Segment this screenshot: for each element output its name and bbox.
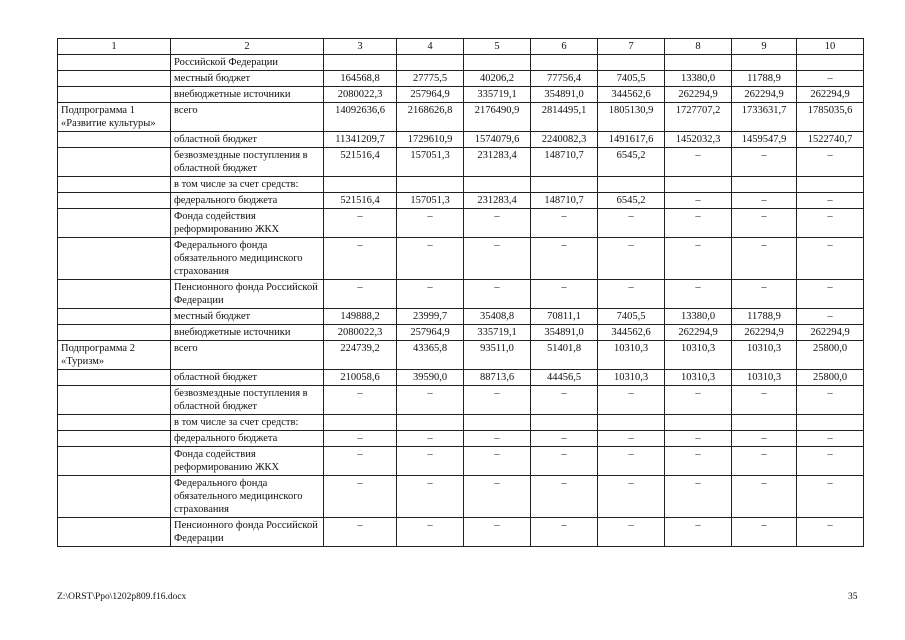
value-cell [797, 55, 864, 71]
subprogram-name [58, 177, 171, 193]
value-cell: 2168626,8 [397, 103, 464, 132]
value-cell: – [665, 431, 732, 447]
value-cell: – [732, 238, 797, 280]
value-cell: – [324, 238, 397, 280]
funding-source-label: местный бюджет [171, 71, 324, 87]
column-header: 8 [665, 39, 732, 55]
value-cell [797, 415, 864, 431]
value-cell [598, 55, 665, 71]
value-cell: – [665, 386, 732, 415]
value-cell: – [732, 209, 797, 238]
value-cell: – [397, 476, 464, 518]
subprogram-name [58, 148, 171, 177]
value-cell: – [531, 431, 598, 447]
value-cell: – [464, 431, 531, 447]
value-cell: – [531, 518, 598, 547]
value-cell: – [324, 280, 397, 309]
value-cell [598, 415, 665, 431]
value-cell: – [797, 476, 864, 518]
funding-source-label: Федерального фонда обязательного медицинского страхования [171, 238, 324, 280]
subprogram-name [58, 325, 171, 341]
subprogram-name [58, 386, 171, 415]
funding-source-label: в том числе за счет средств: [171, 177, 324, 193]
value-cell: 257964,9 [397, 87, 464, 103]
column-header: 2 [171, 39, 324, 55]
value-cell: 70811,1 [531, 309, 598, 325]
value-cell: – [665, 518, 732, 547]
value-cell: – [598, 476, 665, 518]
value-cell: 14092636,6 [324, 103, 397, 132]
table-row [58, 341, 864, 370]
value-cell: – [464, 238, 531, 280]
value-cell: 1733631,7 [732, 103, 797, 132]
budget-table [57, 38, 864, 547]
column-header: 10 [797, 39, 864, 55]
value-cell: – [732, 148, 797, 177]
value-cell: 1452032,3 [665, 132, 732, 148]
value-cell: – [464, 280, 531, 309]
value-cell: – [397, 431, 464, 447]
value-cell [665, 415, 732, 431]
footer-page-number: 35 [848, 592, 858, 602]
value-cell: 10310,3 [665, 370, 732, 386]
table-row [58, 518, 864, 547]
value-cell: – [324, 386, 397, 415]
value-cell [531, 55, 598, 71]
value-cell: 44456,5 [531, 370, 598, 386]
value-cell: – [732, 476, 797, 518]
value-cell [598, 177, 665, 193]
value-cell: 13380,0 [665, 309, 732, 325]
value-cell: 231283,4 [464, 193, 531, 209]
value-cell: – [598, 209, 665, 238]
value-cell: 2176490,9 [464, 103, 531, 132]
value-cell: 257964,9 [397, 325, 464, 341]
table-row [58, 87, 864, 103]
table-row [58, 209, 864, 238]
value-cell: 335719,1 [464, 87, 531, 103]
value-cell: – [464, 447, 531, 476]
value-cell [732, 415, 797, 431]
value-cell: – [531, 476, 598, 518]
subprogram-name: Подпрограмма 2 «Туризм» [58, 341, 171, 370]
value-cell: – [531, 209, 598, 238]
funding-source-label: Фонда содействия реформированию ЖКХ [171, 209, 324, 238]
value-cell: – [531, 238, 598, 280]
value-cell [324, 415, 397, 431]
funding-source-label: внебюджетные источники [171, 87, 324, 103]
table-row [58, 238, 864, 280]
value-cell: 88713,6 [464, 370, 531, 386]
value-cell: 262294,9 [665, 325, 732, 341]
value-cell [531, 415, 598, 431]
table-row [58, 447, 864, 476]
table-row [58, 415, 864, 431]
subprogram-name [58, 309, 171, 325]
value-cell: 7405,5 [598, 71, 665, 87]
value-cell: – [797, 148, 864, 177]
column-header: 3 [324, 39, 397, 55]
table-row [58, 325, 864, 341]
table-row [58, 71, 864, 87]
table-row [58, 280, 864, 309]
subprogram-name [58, 476, 171, 518]
value-cell: – [797, 193, 864, 209]
value-cell: 148710,7 [531, 193, 598, 209]
subprogram-name [58, 193, 171, 209]
value-cell: 13380,0 [665, 71, 732, 87]
value-cell: – [397, 280, 464, 309]
value-cell: – [598, 280, 665, 309]
subprogram-name [58, 209, 171, 238]
value-cell: – [797, 238, 864, 280]
value-cell [464, 415, 531, 431]
value-cell [665, 177, 732, 193]
value-cell: 344562,6 [598, 87, 665, 103]
value-cell: 43365,8 [397, 341, 464, 370]
value-cell: – [797, 209, 864, 238]
value-cell: – [797, 518, 864, 547]
value-cell: – [464, 209, 531, 238]
value-cell: – [598, 447, 665, 476]
funding-source-label: всего [171, 341, 324, 370]
table-row [58, 193, 864, 209]
value-cell: 521516,4 [324, 148, 397, 177]
value-cell [464, 55, 531, 71]
value-cell: 262294,9 [732, 325, 797, 341]
value-cell: – [665, 209, 732, 238]
funding-source-label: местный бюджет [171, 309, 324, 325]
value-cell: – [397, 447, 464, 476]
table-row [58, 132, 864, 148]
value-cell [464, 177, 531, 193]
value-cell: 39590,0 [397, 370, 464, 386]
value-cell: 51401,8 [531, 341, 598, 370]
value-cell: 262294,9 [797, 87, 864, 103]
value-cell: – [665, 476, 732, 518]
value-cell [732, 55, 797, 71]
value-cell: 157051,3 [397, 148, 464, 177]
funding-source-label: федерального бюджета [171, 431, 324, 447]
column-header: 6 [531, 39, 598, 55]
value-cell [665, 55, 732, 71]
funding-source-label: Пенсионного фонда Российской Федерации [171, 280, 324, 309]
table-row [58, 148, 864, 177]
value-cell: 10310,3 [732, 370, 797, 386]
value-cell: – [732, 193, 797, 209]
value-cell [797, 177, 864, 193]
value-cell: – [464, 386, 531, 415]
funding-source-label: внебюджетные источники [171, 325, 324, 341]
value-cell: 11788,9 [732, 71, 797, 87]
value-cell: 148710,7 [531, 148, 598, 177]
funding-source-label: безвозмездные поступления в областной бюджет [171, 148, 324, 177]
funding-source-label: в том числе за счет средств: [171, 415, 324, 431]
value-cell: 2814495,1 [531, 103, 598, 132]
table-row [58, 370, 864, 386]
subprogram-name [58, 431, 171, 447]
value-cell: – [464, 476, 531, 518]
value-cell: 1574079,6 [464, 132, 531, 148]
value-cell: 1459547,9 [732, 132, 797, 148]
funding-source-label: Пенсионного фонда Российской Федерации [171, 518, 324, 547]
value-cell [531, 177, 598, 193]
header-row [58, 39, 864, 55]
value-cell: – [324, 518, 397, 547]
value-cell: 157051,3 [397, 193, 464, 209]
value-cell: – [797, 431, 864, 447]
table-row [58, 476, 864, 518]
value-cell: 11788,9 [732, 309, 797, 325]
value-cell: – [598, 238, 665, 280]
subprogram-name [58, 415, 171, 431]
subprogram-name [58, 238, 171, 280]
value-cell: 231283,4 [464, 148, 531, 177]
value-cell: – [797, 280, 864, 309]
funding-source-label: всего [171, 103, 324, 132]
value-cell: 6545,2 [598, 193, 665, 209]
value-cell: – [665, 280, 732, 309]
table-row [58, 177, 864, 193]
subprogram-name [58, 71, 171, 87]
column-header: 4 [397, 39, 464, 55]
value-cell: – [732, 447, 797, 476]
value-cell: 40206,2 [464, 71, 531, 87]
value-cell: – [732, 280, 797, 309]
value-cell: 262294,9 [665, 87, 732, 103]
value-cell: 1491617,6 [598, 132, 665, 148]
value-cell: – [531, 447, 598, 476]
value-cell: – [397, 238, 464, 280]
funding-source-label: Российской Федерации [171, 55, 324, 71]
subprogram-name [58, 518, 171, 547]
value-cell: – [531, 386, 598, 415]
value-cell: 354891,0 [531, 87, 598, 103]
table-row [58, 386, 864, 415]
value-cell: 1729610,9 [397, 132, 464, 148]
funding-source-label: Фонда содействия реформированию ЖКХ [171, 447, 324, 476]
value-cell: 10310,3 [598, 341, 665, 370]
value-cell [397, 55, 464, 71]
table-body [58, 55, 864, 547]
table-row [58, 309, 864, 325]
value-cell: 335719,1 [464, 325, 531, 341]
value-cell [732, 177, 797, 193]
value-cell: – [397, 209, 464, 238]
subprogram-name [58, 370, 171, 386]
value-cell: – [797, 71, 864, 87]
value-cell: – [324, 447, 397, 476]
value-cell: 35408,8 [464, 309, 531, 325]
subprogram-name [58, 280, 171, 309]
value-cell: 77756,4 [531, 71, 598, 87]
subprogram-name: Подпрограмма 1 «Развитие культуры» [58, 103, 171, 132]
value-cell: – [797, 447, 864, 476]
value-cell [324, 55, 397, 71]
value-cell: 23999,7 [397, 309, 464, 325]
column-header: 9 [732, 39, 797, 55]
column-header: 5 [464, 39, 531, 55]
value-cell: – [797, 309, 864, 325]
value-cell: 1727707,2 [665, 103, 732, 132]
value-cell: – [665, 447, 732, 476]
value-cell: 1805130,9 [598, 103, 665, 132]
value-cell: 149888,2 [324, 309, 397, 325]
value-cell: – [324, 209, 397, 238]
value-cell: 11341209,7 [324, 132, 397, 148]
value-cell: – [324, 431, 397, 447]
funding-source-label: областной бюджет [171, 132, 324, 148]
value-cell: – [598, 386, 665, 415]
funding-source-label: Федерального фонда обязательного медицинского страхования [171, 476, 324, 518]
column-header: 7 [598, 39, 665, 55]
value-cell: 262294,9 [797, 325, 864, 341]
value-cell: 25800,0 [797, 341, 864, 370]
value-cell: – [665, 193, 732, 209]
table-row [58, 55, 864, 71]
value-cell: – [732, 386, 797, 415]
value-cell: – [397, 518, 464, 547]
value-cell: – [665, 238, 732, 280]
value-cell: – [598, 431, 665, 447]
value-cell: 27775,5 [397, 71, 464, 87]
value-cell: – [797, 386, 864, 415]
value-cell: 10310,3 [665, 341, 732, 370]
value-cell: 210058,6 [324, 370, 397, 386]
footer-file-path: Z:\ORST\Ppo\1202p809.f16.docx [57, 592, 187, 602]
value-cell: – [397, 386, 464, 415]
value-cell [397, 415, 464, 431]
subprogram-name [58, 132, 171, 148]
funding-source-label: федерального бюджета [171, 193, 324, 209]
value-cell: 164568,8 [324, 71, 397, 87]
value-cell: 344562,6 [598, 325, 665, 341]
value-cell: 354891,0 [531, 325, 598, 341]
value-cell: 224739,2 [324, 341, 397, 370]
value-cell: 25800,0 [797, 370, 864, 386]
value-cell: – [464, 518, 531, 547]
subprogram-name [58, 87, 171, 103]
value-cell [397, 177, 464, 193]
value-cell: 7405,5 [598, 309, 665, 325]
value-cell: – [732, 431, 797, 447]
value-cell: 2240082,3 [531, 132, 598, 148]
funding-source-label: областной бюджет [171, 370, 324, 386]
table-row [58, 103, 864, 132]
value-cell: 2080022,3 [324, 87, 397, 103]
value-cell: 10310,3 [732, 341, 797, 370]
value-cell: – [665, 148, 732, 177]
funding-source-label: безвозмездные поступления в областной бюджет [171, 386, 324, 415]
value-cell: – [732, 518, 797, 547]
value-cell: 1785035,6 [797, 103, 864, 132]
value-cell: 262294,9 [732, 87, 797, 103]
subprogram-name [58, 447, 171, 476]
column-header: 1 [58, 39, 171, 55]
value-cell: 521516,4 [324, 193, 397, 209]
value-cell: – [324, 476, 397, 518]
value-cell: 1522740,7 [797, 132, 864, 148]
value-cell: 10310,3 [598, 370, 665, 386]
value-cell: 93511,0 [464, 341, 531, 370]
value-cell: – [598, 518, 665, 547]
value-cell: 6545,2 [598, 148, 665, 177]
value-cell [324, 177, 397, 193]
value-cell: 2080022,3 [324, 325, 397, 341]
value-cell: – [531, 280, 598, 309]
table-row [58, 431, 864, 447]
subprogram-name [58, 55, 171, 71]
